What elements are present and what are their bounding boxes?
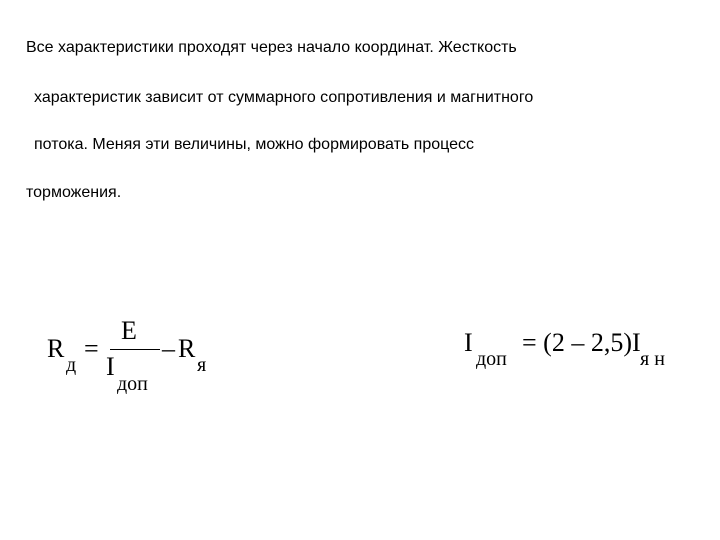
formula1-rhs-subscript: я <box>197 354 207 376</box>
text-line-2: характеристик зависит от суммарного сопротивления и магнитного <box>34 89 534 106</box>
formula2-rhs: = (2 – 2,5)I <box>522 328 641 357</box>
formula1-equals: = <box>84 334 99 363</box>
formula2-lhs: I <box>464 328 473 357</box>
text-line-1: Все характеристики проходят через начало координат. Жесткость <box>26 39 517 56</box>
formula1-denominator: I <box>106 352 115 381</box>
formula2-rhs-subscript: я н <box>640 348 665 370</box>
text-line-4: торможения. <box>26 184 122 201</box>
formula2-lhs-subscript: доп <box>476 348 507 370</box>
text-line-3: потока. Меняя эти величины, можно формировать процесс <box>34 136 475 153</box>
formula1-numerator: E <box>121 316 137 345</box>
formula1-denominator-subscript: доп <box>117 373 148 395</box>
formula1-lhs-subscript: д <box>66 354 77 376</box>
formula1-rhs: R <box>178 334 196 363</box>
formula1-lhs: R <box>47 334 65 363</box>
formula1-fraction-bar <box>110 349 160 350</box>
formula1-minus: – <box>162 334 175 363</box>
